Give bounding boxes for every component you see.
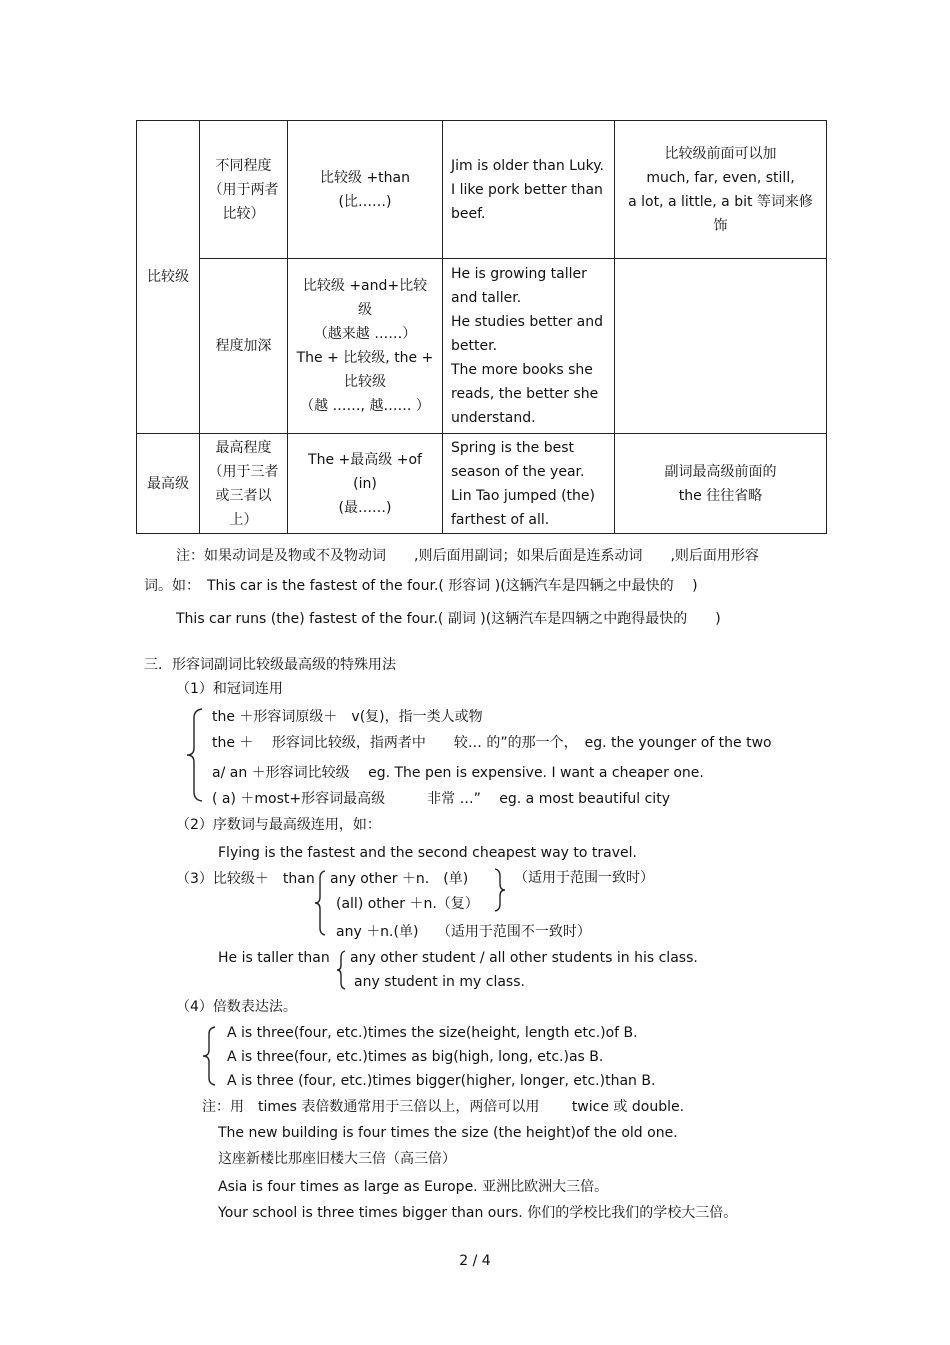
s4-line-3: A is three (four, etc.)times bigger(higher, longer, etc.)than B. [227, 1073, 656, 1089]
degree-different: 不同程度（用于两者比较） [200, 121, 288, 259]
note-line-2: 词。如： This car is the fastest of the four.( 形容词 )(这辆汽车是四辆之中最快的 ) [144, 578, 698, 594]
page-number: 2 / 4 [459, 1253, 491, 1269]
superlative-label: 最高级 [137, 434, 200, 534]
s4-line-1: A is three(four, etc.)times the size(height, length etc.)of B. [227, 1025, 638, 1041]
degree-highest: 最高程度（用于三者或三者以上） [200, 434, 288, 534]
s3-example-option-1: any other student / all other students in his class. [350, 950, 698, 966]
s1-brace [184, 708, 206, 802]
s4-note: 注：用 times 表倍数通常用于三倍以上，两倍可以用 twice 或 double. [202, 1099, 685, 1115]
examples-and: He is growing taller and taller. He studies better and better. The more books she reads, the better she understand. [443, 259, 615, 434]
note-line-3: This car runs (the) fastest of the four.( 副词 )(这辆汽车是四辆之中跑得最快的 ) [176, 611, 721, 627]
s1-title: （1）和冠词连用 [176, 681, 283, 697]
structure-than: 比较级 +than (比……) [288, 121, 443, 259]
degree-deepening: 程度加深 [200, 259, 288, 434]
notes-modifiers: 比较级前面可以加 much, far, even, still, a lot, a little, a bit 等词来修饰 [615, 121, 827, 259]
s3-prefix: （3）比较级＋ than [176, 871, 315, 887]
s3-example-option-2: any student in my class. [354, 974, 525, 990]
comparative-label: 比较级 [137, 121, 200, 434]
s3-option-1: any other ＋n. (单) [330, 871, 469, 887]
s3-example-prefix: He is taller than [218, 950, 330, 966]
grammar-table [136, 120, 827, 534]
structure-and: 比较级 +and+比较级 （越来越 ……） The + 比较级, the + 比较级 （越 ……, 越…… ） [288, 259, 443, 434]
s4-example-3: Asia is four times as large as Europe. 亚洲比欧洲大三倍。 [218, 1179, 609, 1195]
examples-superlative: Spring is the best season of the year. Lin Tao jumped (the) farthest of all. [443, 434, 615, 534]
s1-line-3: a/ an ＋形容词比较级 eg. The pen is expensive. I want a cheaper one. [212, 765, 704, 781]
s1-line-2: the ＋ 形容词比较级，指两者中 较… 的”的那一个， eg. the younger of the two [212, 735, 772, 751]
s4-example-2: 这座新楼比那座旧楼大三倍（高三倍） [218, 1151, 456, 1167]
s3-option-2: (all) other ＋n.（复） [336, 896, 479, 912]
notes-empty [615, 259, 827, 434]
s3-example-brace [334, 950, 348, 990]
s4-example-4: Your school is three times bigger than ours. 你们的学校比我们的学校大三倍。 [218, 1205, 738, 1221]
s4-example-1: The new building is four times the size (the height)of the old one. [218, 1125, 678, 1141]
s3-brace-left [312, 870, 328, 936]
s4-brace [200, 1026, 218, 1086]
s4-line-2: A is three(four, etc.)times as big(high, long, etc.)as B. [227, 1049, 604, 1065]
s3-scope-same: （适用于范围一致时） [514, 870, 654, 886]
s2-example: Flying is the fastest and the second cheapest way to travel. [218, 845, 637, 861]
s4-title: （4）倍数表达法。 [176, 999, 297, 1015]
notes-superlative: 副词最高级前面的 the 往往省略 [615, 434, 827, 534]
s1-line-4: ( a) ＋most+形容词最高级 非常 …” eg. a most beautiful city [212, 791, 670, 807]
section3-title: 三．形容词副词比较级最高级的特殊用法 [144, 657, 396, 673]
s3-option-3: any ＋n.(单) （适用于范围不一致时） [336, 924, 591, 940]
note-line-1: 注：如果动词是及物或不及物动词 ,则后面用副词；如果后面是连系动词 ,则后面用形容 [176, 548, 759, 564]
s3-brace-right [492, 868, 508, 912]
examples-than: Jim is older than Luky. I like pork better than beef. [443, 121, 615, 259]
structure-superlative: The +最高级 +of (in) (最……) [288, 434, 443, 534]
s2-title: （2）序数词与最高级连用，如： [176, 817, 381, 833]
s1-line-1: the ＋形容词原级＋ v(复)，指一类人或物 [212, 709, 483, 725]
